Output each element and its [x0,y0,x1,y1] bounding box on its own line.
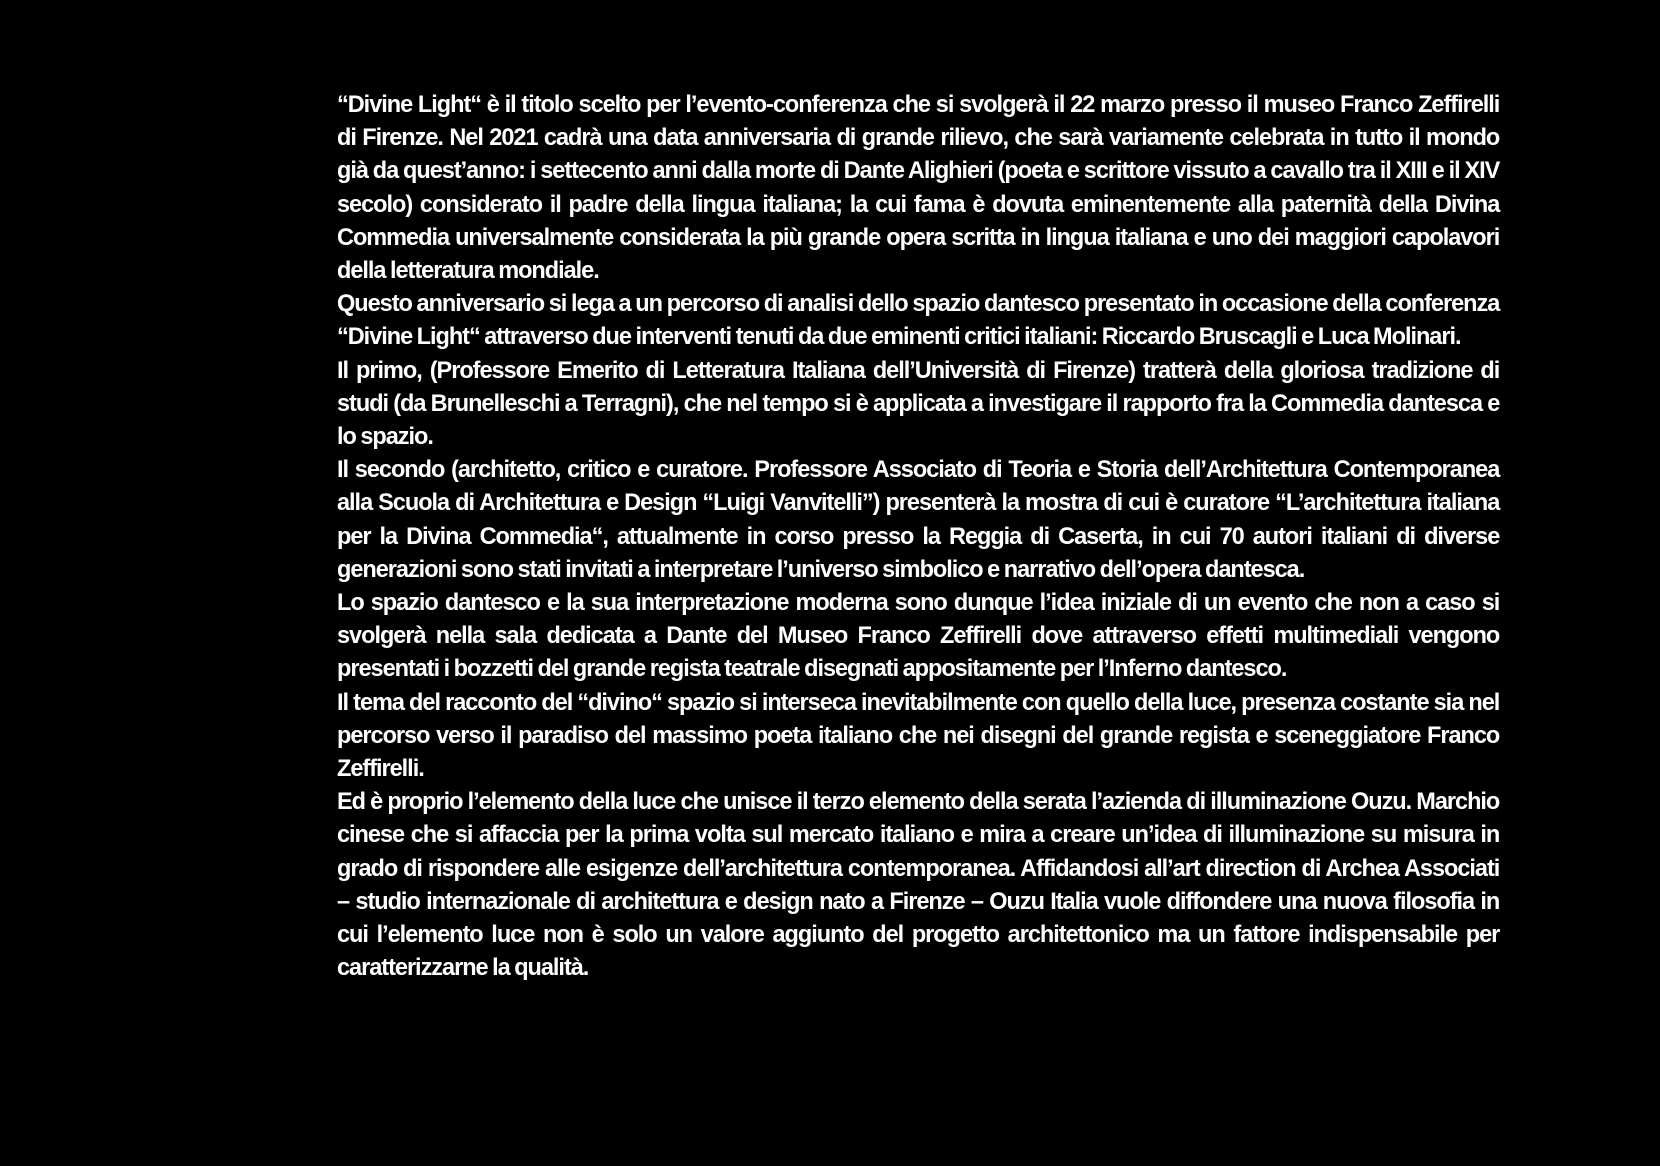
article-text [337,88,1499,984]
paragraph-first-speaker: Il primo, (Professore Emerito di Letteratura Italiana dell’Università di Firenze) tratterà della gloriosa tradizione di studi (da Brunelleschi a Terragni), che nel tempo si è applicata a investigare il rapporto fra la Commedia dantesca e lo spazio. [337,356,1500,451]
paragraph-dantesque-space: Lo spazio dantesco e la sua interpretazione moderna sono dunque l’idea iniziale di un evento che non a caso si svolgerà nella sala dedicata a Dante del Museo Franco Zeffirelli dove attraverso effetti multimediali vengono presentati i bozzetti del grande regista teatrale disegnati appositamente per l’Inferno dantesco. [337,589,1500,683]
paragraph-light-theme: Il tema del racconto del “divino“ spazio si interseca inevitabilmente con quello della luce, presenza costante sia nel percorso verso il paradiso del massimo poeta italiano che nei disegni del grande regista e sceneggiatore Franco Zeffirelli. [337,688,1500,783]
paragraph-intro: “Divine Light“ è il titolo scelto per l’evento-conferenza che si svolgerà il 22 marzo presso il museo Franco Zeffirelli di Firenze. Nel 2021 cadrà una data anniversaria di grande rilievo, che sarà variamente celebrata in tutto il mondo già da quest’anno: i settecento anni dalla morte di Dante Alighieri (poeta e scrittore vissuto a cavallo tra il XIII e il XIV secolo) considerato il padre della lingua italiana; la cui fama è dovuta eminentemente alla paternità della Divina Commedia universalmente considerata la più grande opera scritta in lingua italiana e uno dei maggiori capolavori della letteratura mondiale. [337,91,1500,285]
paragraph-anniversary: Questo anniversario si lega a un percorso di analisi dello spazio dantesco presentato in occasione della conferenza “Divine Light“ attraverso due interventi tenuti da due eminenti critici italiani: Riccardo Bruscagli e Luca Molinari. [337,290,1500,351]
paragraph-second-speaker: Il secondo (architetto, critico e curatore. Professore Associato di Teoria e Storia dell’Architettura Contemporanea alla Scuola di Architettura e Design “Luigi Vanvitelli”) presenterà la mostra di cui è curatore “L’architettura italiana per la Divina Commedia“, attualmente in corso presso la Reggia di Caserta, in cui 70 autori italiani di diverse generazioni sono stati invitati a interpretare l’universo simbolico e narrativo dell’opera dantesca. [337,456,1500,583]
paragraph-ouzu: Ed è proprio l’elemento della luce che unisce il terzo elemento della serata l’azienda di illuminazione Ouzu. Marchio cinese che si affaccia per la prima volta sul mercato italiano e mira a creare un’idea di illuminazione su misura in grado di rispondere alle esigenze dell’architettura contemporanea. Affidandosi all’art direction di Archea Associati – studio internazionale di architettura e design nato a Firenze – Ouzu Italia vuole diffondere una nuova filosofia in cui l’elemento luce non è solo un valore aggiunto del progetto architettonico ma un fattore indispensabile per caratterizzarne la qualità. [337,788,1500,982]
